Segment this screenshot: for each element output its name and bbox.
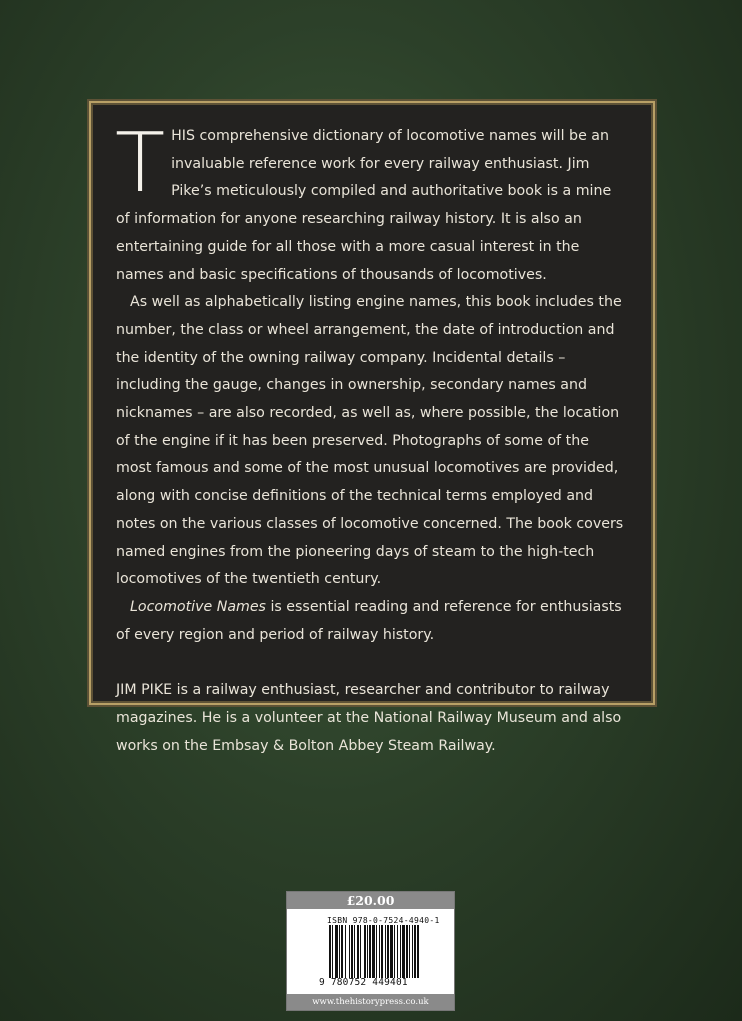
price-label: £20.00 [287, 892, 454, 909]
publisher-url: www.thehistorypress.co.uk [287, 994, 454, 1010]
author-bio: JIM PIKE is a railway enthusiast, researcher and contributor to railway magazines. He is a volunteer at the National Railway Museum and also works on the Embsay & Bolton Abbey Steam Railway. [116, 682, 622, 754]
barcode-bars [329, 925, 449, 978]
blurb-paragraph-1: THIS comprehensive dictionary of locomotive names will be an invaluable reference work for every railway enthusiast. Jim Pike’s meticulously compiled and authoritative book is a mine of information for anyone researching railway history. It is also an entertaining guide for all those with a more casual interest in the names and basic specifications of thousands of locomotives. [115, 116, 612, 283]
spacer [116, 649, 626, 677]
blurb-paragraph-2: As well as alphabetically listing engine names, this book includes the number, the class or wheel arrangement, the date of introduction and the identity of the owning railway company. Incidental details – including the gauge, changes in ownership, secondary names and nicknames – are also recorded, as well as, where possible, the location of the engine if it has been preserved. Photographs of some of the most famous and some of the most unusual locomotives are provided, along with concise definitions of the technical terms employed and notes on the various classes of locomotive concerned. The book covers named engines from the pioneering days of steam to the high-tech locomotives of the twentieth century. [116, 294, 624, 588]
drop-cap: T [115, 116, 166, 211]
barcode-stripe [419, 925, 420, 978]
barcode-label [287, 892, 454, 1010]
ean-digits: 9 780752 449401 [319, 977, 408, 988]
isbn-text: ISBN 978-0-7524-4940-1 [327, 916, 440, 925]
blurb-paragraph-3: Locomotive Names is essential reading and reference for enthusiasts of every region and period of railway history. [116, 598, 622, 643]
book-title: Locomotive Names [130, 598, 266, 615]
blurb-text [115, 116, 626, 760]
back-cover-blurb-panel [89, 101, 655, 754]
